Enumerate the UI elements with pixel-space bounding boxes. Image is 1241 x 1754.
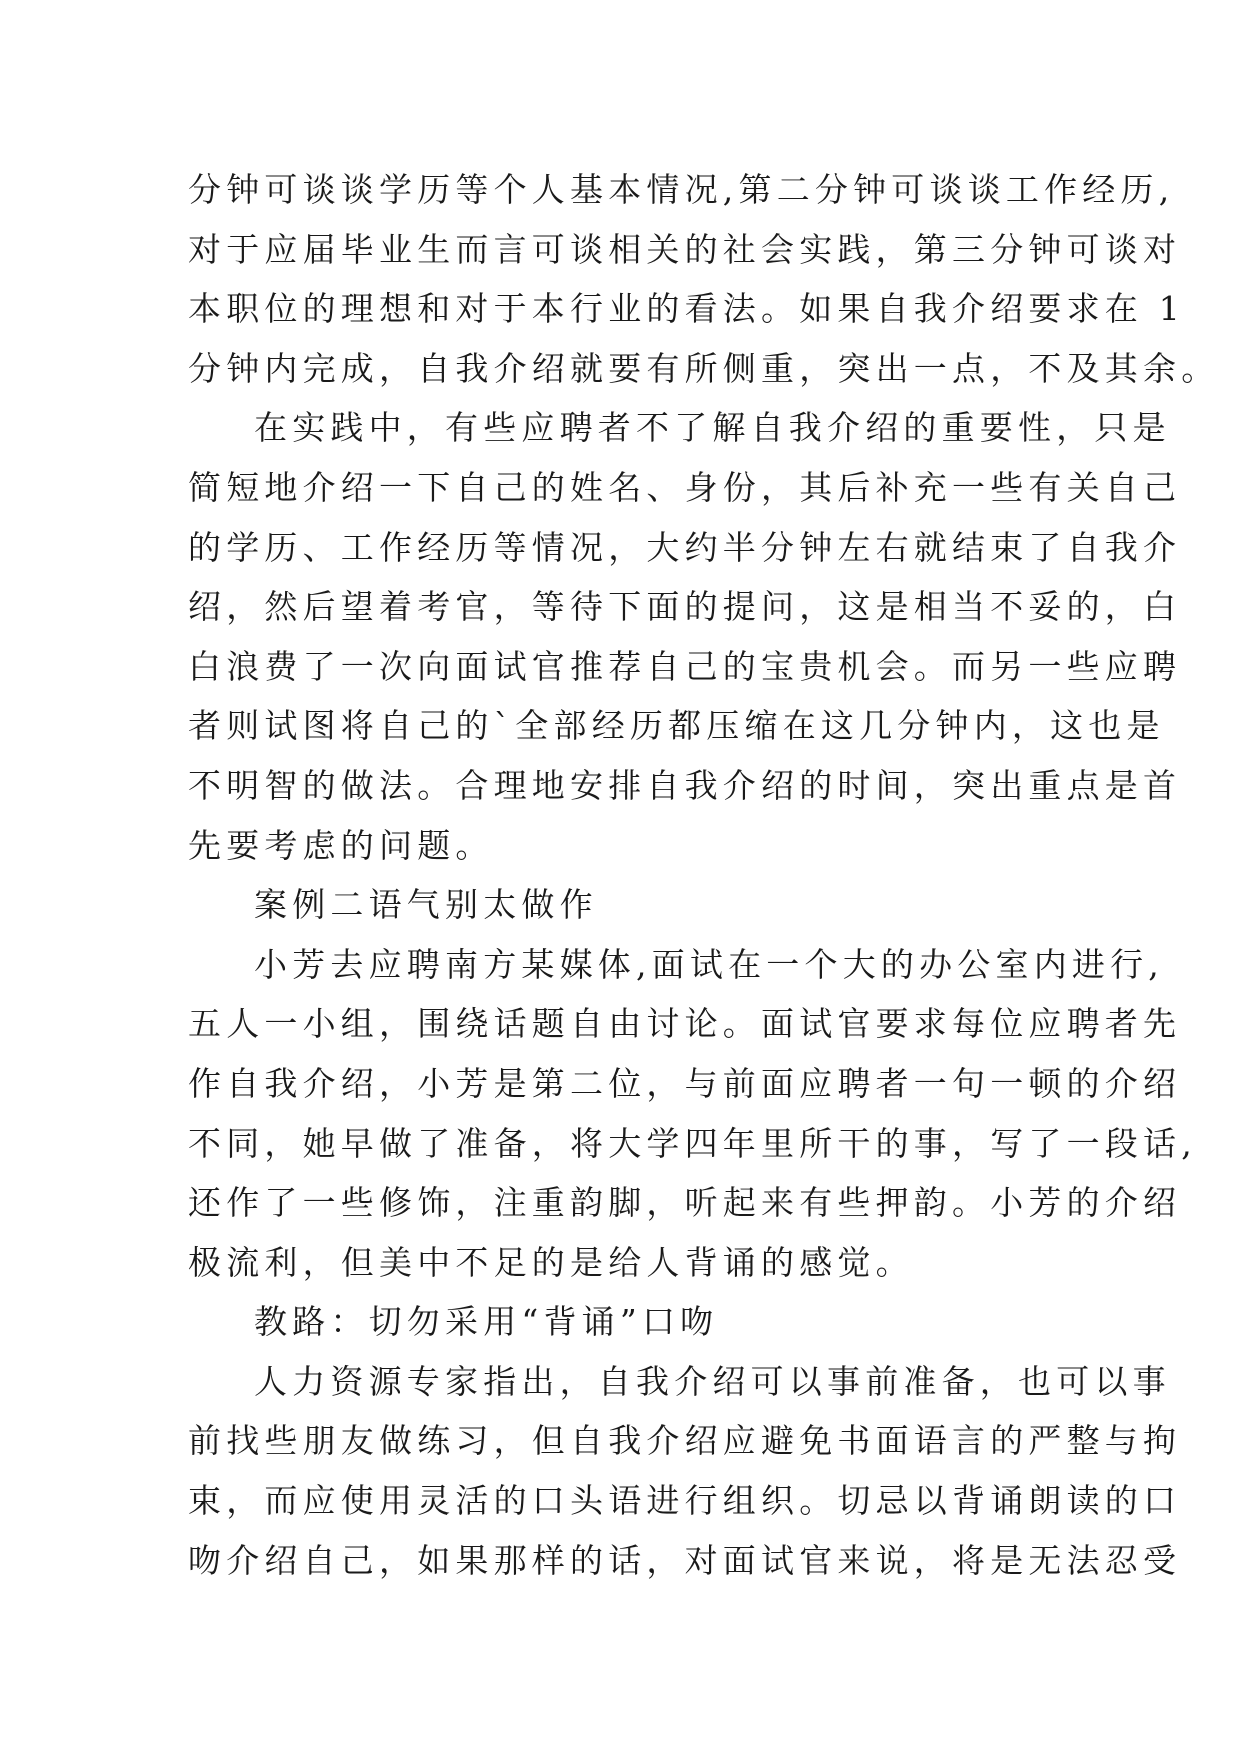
text-line: 本职位的理想和对于本行业的看法。如果自我介绍要求在 1 [188,289,1185,329]
text-line: 作自我介绍，小芳是第二位，与前面应聘者一句一顿的介绍 [188,1063,1182,1103]
text-line: 小芳去应聘南方某媒体,面试在一个大的办公室内进行, [254,944,1164,984]
text-line: 的学历、工作经历等情况，大约半分钟左右就结束了自我介 [188,527,1182,567]
text-line: 还作了一些修饰，注重韵脚，听起来有些押韵。小芳的介绍 [188,1183,1182,1223]
text-line: 白浪费了一次向面试官推荐自己的宝贵机会。而另一些应聘 [188,646,1182,686]
text-line: 绍，然后望着考官，等待下面的提问，这是相当不妥的，白 [188,587,1182,627]
text-line: 分钟可谈谈学历等个人基本情况,第二分钟可谈谈工作经历, [188,170,1175,209]
text-line: 者则试图将自己的`全部经历都压缩在这几分钟内，这也是 [188,706,1165,746]
text-line: 在实践中，有些应聘者不了解自我介绍的重要性，只是 [254,408,1171,448]
section-heading: 案例二语气别太做作 [254,885,598,925]
text-line: 五人一小组，围绕话题自由讨论。面试官要求每位应聘者先 [188,1004,1182,1044]
text-line: 简短地介绍一下自己的姓名、身份，其后补充一些有关自己 [188,467,1182,507]
text-line: 束，而应使用灵活的口头语进行组织。切忌以背诵朗读的口 [188,1481,1182,1521]
text-line: 前找些朋友做练习，但自我介绍应避免书面语言的严整与拘 [188,1421,1182,1461]
text-line: 极流利，但美中不足的是给人背诵的感觉。 [188,1242,914,1282]
text-line: 不同，她早做了准备，将大学四年里所干的事，写了一段话, [188,1123,1197,1163]
text-line: 吻介绍自己，如果那样的话，对面试官来说，将是无法忍受 [188,1540,1182,1580]
text-line: 对于应届毕业生而言可谈相关的社会实践，第三分钟可谈对 [188,229,1182,269]
text-line: 先要考虑的问题。 [188,825,494,865]
document-body [188,160,1220,1590]
text-line: 人力资源专家指出，自我介绍可以事前准备，也可以事 [254,1361,1171,1401]
section-heading: 教路：切勿采用“背诵”口吻 [254,1302,719,1342]
text-line: 不明智的做法。合理地安排自我介绍的时间，突出重点是首 [188,765,1182,805]
text-line: 分钟内完成，自我介绍就要有所侧重，突出一点，不及其余。 [188,348,1220,388]
